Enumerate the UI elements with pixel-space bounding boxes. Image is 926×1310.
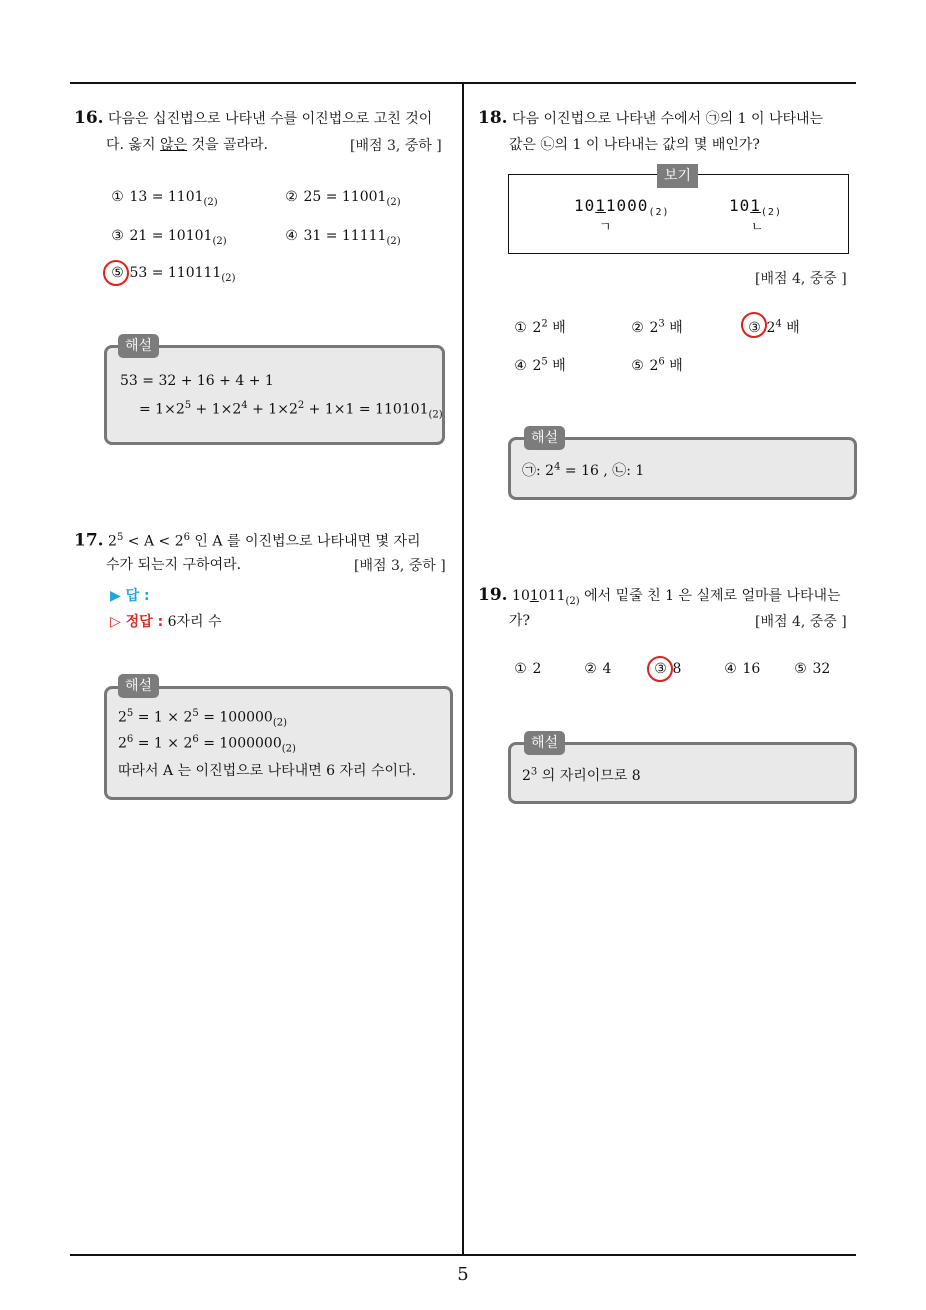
digits: 10 — [574, 196, 596, 215]
exponent: 6 — [192, 734, 199, 745]
binary-number-1 — [574, 196, 670, 218]
math: 2 — [532, 358, 542, 374]
question-18-line1 — [478, 108, 823, 129]
exponent: 4 — [241, 400, 248, 411]
underlined-digit: 1 — [595, 196, 606, 215]
solution-tag: 해설 — [118, 334, 159, 358]
choice-2[interactable] — [583, 661, 611, 677]
choice-4[interactable] — [513, 355, 566, 375]
question-19-line1 — [478, 585, 841, 612]
base-subscript: (2) — [281, 743, 296, 755]
digits: 10 — [512, 588, 530, 604]
choice-number: ① — [514, 320, 527, 336]
correct-answer-label: ▷ 정답 : — [110, 614, 164, 630]
base-subscript: (2) — [203, 196, 218, 208]
math: ㉠: 2 — [522, 463, 555, 479]
choice-number: ③ — [654, 661, 667, 677]
exponent: 4 — [775, 318, 782, 330]
unit: 배 — [547, 358, 566, 374]
math: 2 — [118, 735, 127, 752]
solution-text: 의 자리이므로 8 — [537, 768, 641, 784]
solution-line — [118, 708, 287, 728]
digits: 011 — [538, 588, 566, 604]
base-subscript: (2) — [565, 595, 580, 607]
base-subscript: (2) — [272, 717, 287, 729]
unit: 배 — [664, 320, 683, 336]
label-giyeok: ㄱ — [599, 220, 612, 235]
exponent: 6 — [183, 532, 190, 543]
choice-1[interactable] — [110, 189, 218, 208]
exponent: 5 — [184, 400, 192, 411]
math: + 1×1 = 110101 — [304, 401, 429, 418]
page-number: 5 — [457, 1264, 469, 1285]
choice-number: ④ — [724, 661, 737, 677]
exponent: 3 — [658, 318, 665, 330]
question-text: 에서 밑줄 친 1 은 실제로 얼마를 나타내는 — [579, 588, 841, 604]
score-label: [배점 4, 중중 ] — [755, 614, 847, 630]
choice-number: ② — [584, 661, 597, 677]
base-subscript: (2) — [386, 196, 401, 208]
digits: 1000 — [605, 196, 649, 215]
math: = 16 , ㉡: 1 — [560, 463, 645, 479]
math: = 100000 — [198, 709, 273, 726]
base-subscript: (2) — [386, 235, 401, 247]
solution-tag: 해설 — [524, 426, 565, 450]
question-number: 19. — [478, 585, 508, 605]
exponent: 2 — [541, 318, 548, 330]
choice-text: 2 — [532, 661, 542, 677]
footer-rule — [70, 1254, 856, 1256]
base-subscript: (2) — [428, 409, 443, 421]
choice-1[interactable] — [513, 317, 566, 337]
math: = 1000000 — [198, 735, 282, 752]
exponent: 4 — [554, 461, 561, 473]
choice-number: ④ — [514, 358, 527, 374]
math: 2 — [118, 709, 127, 726]
math: 2 — [108, 533, 117, 550]
underlined-word: 않은 — [159, 137, 187, 153]
solution-box — [104, 345, 445, 445]
choice-text: 13 = 1101 — [129, 189, 204, 205]
choice-text: 4 — [602, 661, 612, 677]
base-subscript: (2) — [760, 207, 782, 219]
choice-2[interactable] — [630, 317, 683, 337]
question-16-line1 — [74, 108, 432, 129]
choice-2[interactable] — [284, 189, 401, 208]
math: + 1×2 — [247, 401, 298, 418]
answer-mark-circle — [741, 312, 767, 338]
exponent: 5 — [541, 356, 548, 368]
column-divider — [462, 83, 464, 1255]
solution-line — [522, 765, 641, 785]
unit: 배 — [547, 320, 566, 336]
choice-text: 8 — [672, 661, 682, 677]
solution-line: 따라서 A 는 이진법으로 나타내면 6 자리 수이다. — [118, 763, 417, 779]
choice-text: 53 = 110111 — [129, 265, 222, 281]
digits: 10 — [729, 196, 751, 215]
answer-label: ▶ 답 : — [110, 588, 150, 604]
math: + 1×2 — [191, 401, 242, 418]
base-subscript: (2) — [212, 235, 227, 247]
math: 2 — [649, 320, 659, 336]
label-nieun: ㄴ — [751, 220, 764, 235]
choice-5[interactable] — [630, 355, 683, 375]
choice-text: 21 = 10101 — [129, 228, 213, 244]
choice-number: ⑤ — [631, 358, 644, 374]
binary-number-2 — [729, 196, 782, 218]
choice-text: 31 = 11111 — [303, 228, 387, 244]
solution-tag: 해설 — [524, 731, 565, 755]
choice-number: ③ — [748, 320, 761, 336]
exponent: 2 — [297, 400, 305, 411]
choice-number: ⑤ — [794, 661, 807, 677]
math: 2 — [532, 320, 542, 336]
question-number: 16. — [74, 108, 104, 128]
exponent: 5 — [192, 708, 199, 719]
underlined-digit: 1 — [529, 588, 539, 604]
question-text: 인 A 를 이진법으로 나타내면 몇 자리 — [189, 533, 421, 550]
exponent: 5 — [116, 532, 124, 543]
choice-3[interactable] — [110, 228, 227, 247]
score-label: [배점 4, 중중 ] — [755, 271, 847, 287]
choice-number: ① — [514, 661, 527, 677]
solution-line — [522, 460, 644, 480]
unit: 배 — [781, 320, 800, 336]
question-number: 18. — [478, 108, 508, 128]
question-text: 수가 되는지 구하여라. — [106, 557, 242, 573]
exponent: 5 — [126, 708, 134, 719]
choice-number: ② — [285, 189, 298, 205]
choice-text: 16 — [742, 661, 761, 677]
choice-4[interactable] — [723, 661, 760, 677]
underlined-digit: 1 — [750, 196, 761, 215]
choice-number: ③ — [111, 228, 124, 244]
math: 2 — [522, 768, 531, 784]
math: = 1×2 — [139, 401, 185, 418]
answer-mark-circle — [103, 260, 129, 286]
exponent: 6 — [126, 734, 134, 745]
score-label: [배점 3, 중하 ] — [354, 558, 446, 574]
question-number: 17. — [74, 530, 104, 551]
unit: 배 — [664, 358, 683, 374]
math: 2 — [649, 358, 659, 374]
score-label: [배점 3, 중하 ] — [350, 138, 442, 154]
correct-answer-value: 6자리 수 — [167, 614, 222, 630]
solution-line — [139, 400, 443, 420]
question-text: 가? — [509, 613, 531, 629]
question-text: 다. 옳지 — [106, 137, 160, 153]
solution-line: 53 = 32 + 16 + 4 + 1 — [120, 373, 274, 389]
choice-text: 32 — [812, 661, 831, 677]
choice-text: 25 = 11001 — [303, 189, 387, 205]
choice-number: ① — [111, 189, 124, 205]
solution-tag: 해설 — [118, 674, 159, 698]
question-text: 다음은 십진법으로 나타낸 수를 이진법으로 고친 것이 — [108, 111, 433, 127]
choice-4[interactable] — [284, 228, 401, 247]
math: = 1 × 2 — [133, 709, 193, 726]
choice-5[interactable] — [793, 661, 830, 677]
math: < A < 2 — [123, 533, 184, 550]
question-text: 다음 이진법으로 나타낸 수에서 ㉠의 1 이 나타내는 — [512, 111, 824, 127]
choice-number: ② — [631, 320, 644, 336]
choice-number: ⑤ — [111, 265, 124, 281]
math: = 1 × 2 — [133, 735, 193, 752]
question-text: 값은 ㉡의 1 이 나타내는 값의 몇 배인가? — [509, 137, 760, 153]
exponent: 3 — [530, 766, 538, 778]
question-text: 것을 골라라. — [187, 137, 268, 153]
solution-line — [118, 734, 296, 754]
math: 2 — [766, 320, 776, 336]
correct-answer — [110, 611, 222, 631]
choice-number: ④ — [285, 228, 298, 244]
question-17-line1 — [74, 528, 421, 552]
answer-mark-circle — [647, 656, 673, 682]
exponent: 6 — [658, 356, 665, 368]
choice-1[interactable] — [513, 661, 541, 677]
question-16-line2 — [106, 135, 268, 155]
base-subscript: (2) — [221, 272, 236, 284]
example-tag: 보기 — [657, 164, 698, 188]
base-subscript: (2) — [648, 207, 670, 219]
